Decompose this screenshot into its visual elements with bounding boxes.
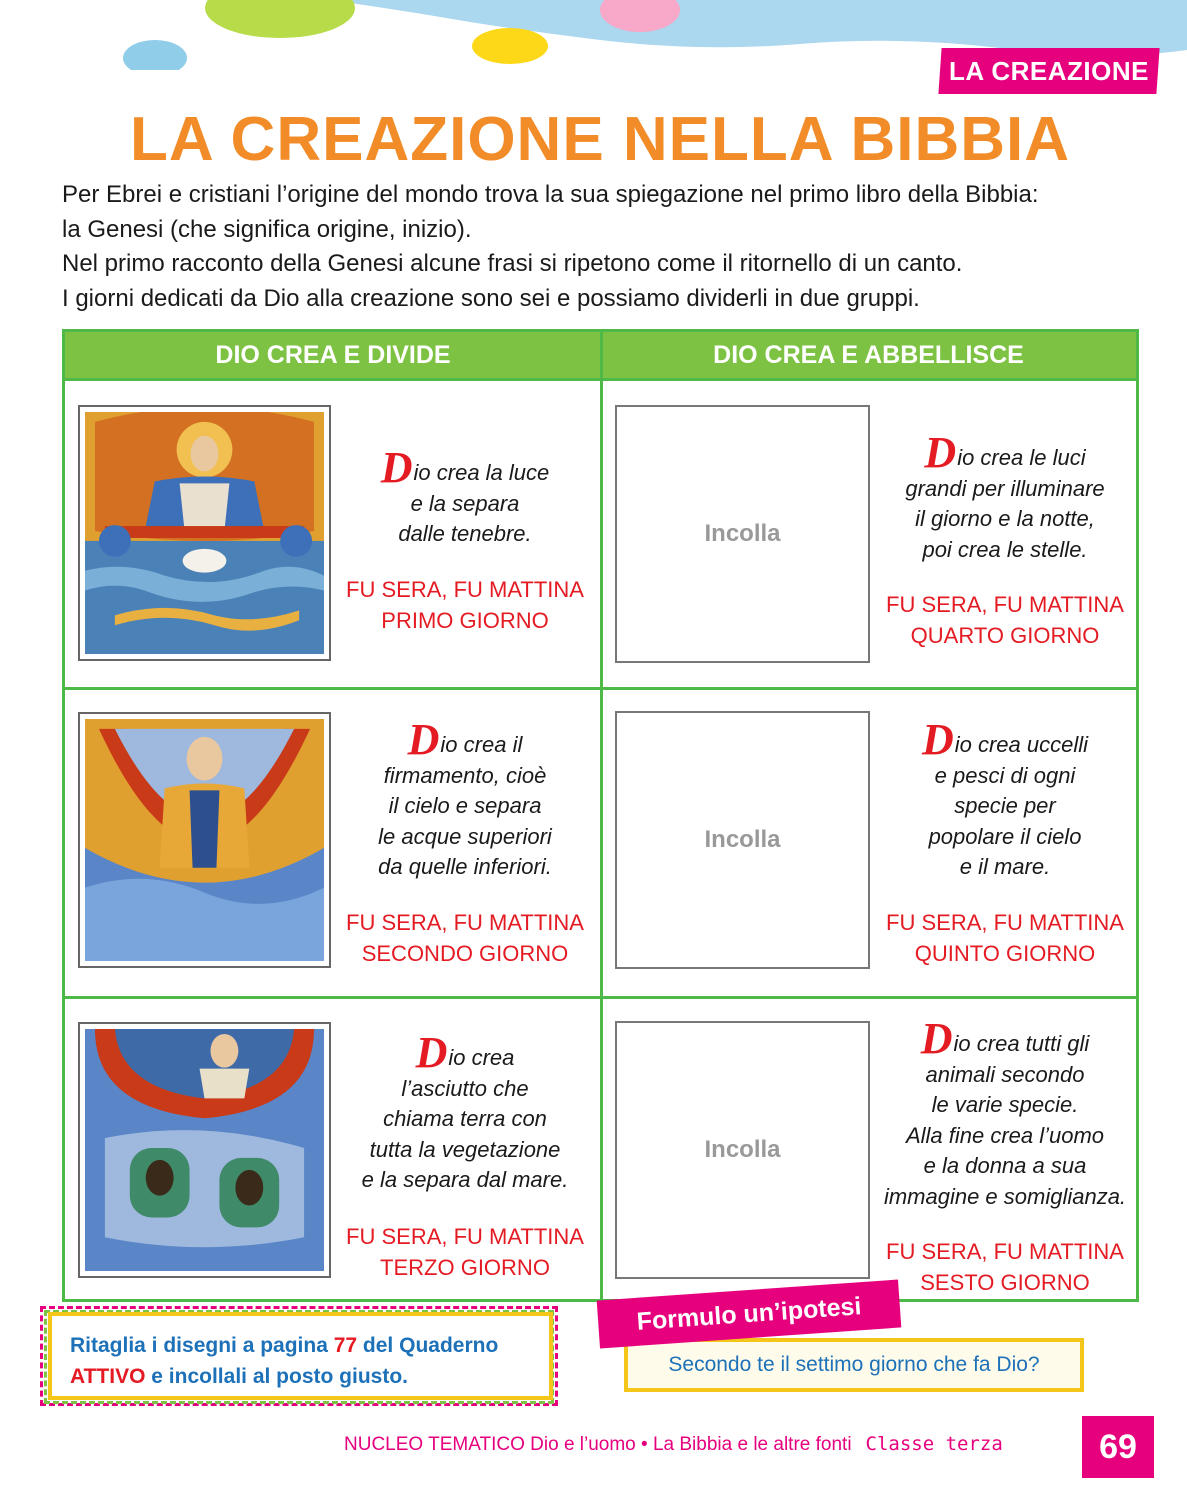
section-tag: LA CREAZIONE — [938, 48, 1159, 94]
column-divider — [600, 332, 603, 1299]
page-title: LA CREAZIONE NELLA BIBBIA — [129, 105, 1071, 174]
refrain-day-4 — [875, 590, 1135, 651]
day-4-text — [880, 428, 1130, 565]
day-label: QUARTO GIORNO — [910, 622, 1100, 648]
day-3-text — [350, 1028, 580, 1196]
task-text: del Quaderno — [357, 1334, 499, 1357]
illustration-day-2 — [78, 712, 331, 968]
task-highlight: ATTIVO — [70, 1365, 146, 1388]
text-line: dalle tenebre. — [398, 521, 532, 546]
task-page-number: 77 — [333, 1334, 358, 1357]
text-line: io crea — [448, 1045, 515, 1070]
day-label: TERZO GIORNO — [380, 1254, 550, 1280]
text-line: e la donna a sua — [923, 1153, 1087, 1178]
creation-table — [62, 329, 1139, 1302]
text-line: chiama terra con — [383, 1106, 547, 1131]
text-line: l’asciutto che — [401, 1075, 529, 1101]
text-line: e pesci di ogni — [934, 762, 1076, 788]
refrain-text: FU SERA, FU MATTINA — [886, 910, 1124, 935]
intro-line: Nel primo racconto della Genesi alcune frasi si ripetono come il ritornello di un canto. — [62, 250, 963, 277]
text-line: il cielo e separa — [388, 793, 542, 818]
task-text: Ritaglia i disegni a pagina — [70, 1334, 334, 1357]
text-line: io crea tutti gli — [953, 1031, 1090, 1056]
drop-cap: D — [921, 715, 954, 764]
text-line: io crea la luce — [413, 460, 550, 485]
text-line: io crea le luci — [957, 445, 1086, 470]
intro-line: I giorni dedicati da Dio alla creazione sono sei e possiamo dividerli in due gruppi. — [62, 284, 920, 312]
refrain-day-1 — [335, 575, 595, 636]
refrain-text: FU SERA, FU MATTINA — [346, 577, 584, 602]
text-line: popolare il cielo — [928, 823, 1082, 849]
text-line: poi crea le stelle. — [922, 536, 1088, 562]
text-line: e la separa — [410, 490, 520, 516]
column-header-divide: DIO CREA E DIVIDE — [65, 332, 601, 378]
illustration-day-3 — [78, 1022, 331, 1278]
day-5-text — [880, 715, 1130, 883]
text-line: grandi per illuminare — [905, 475, 1105, 501]
day-1-text — [350, 443, 580, 550]
day-label: SECONDO GIORNO — [361, 940, 569, 966]
text-line: Alla fine crea l’uomo — [905, 1122, 1105, 1148]
text-line: e il mare. — [959, 854, 1051, 879]
day-label: QUINTO GIORNO — [914, 940, 1096, 966]
refrain-day-2 — [335, 908, 595, 969]
drop-cap: D — [380, 443, 413, 492]
task-text: e incollali al posto giusto. — [145, 1365, 408, 1388]
footer — [344, 1433, 1003, 1456]
footer-class: Classe terza — [865, 1433, 1003, 1455]
text-line: le varie specie. — [931, 1092, 1079, 1117]
refrain-text: FU SERA, FU MATTINA — [346, 1224, 584, 1249]
text-line: il giorno e la notte, — [915, 506, 1095, 531]
drop-cap: D — [924, 428, 957, 477]
refrain-day-5 — [875, 908, 1135, 969]
day-label: SESTO GIORNO — [920, 1269, 1090, 1295]
page-number: 69 — [1082, 1416, 1154, 1478]
drop-cap: D — [920, 1014, 953, 1063]
text-line: animali secondo — [925, 1061, 1085, 1087]
day-2-text — [350, 715, 580, 883]
text-line: firmamento, cioè — [383, 762, 547, 788]
day-label: PRIMO GIORNO — [381, 607, 549, 633]
footer-text: NUCLEO TEMATICO Dio e l’uomo • La Bibbia e le altre fonti — [344, 1434, 852, 1455]
paste-box-day-4[interactable]: Incolla — [615, 405, 870, 663]
refrain-text: FU SERA, FU MATTINA — [886, 1239, 1124, 1264]
row-divider — [65, 687, 1136, 690]
text-line: specie per — [954, 793, 1056, 818]
intro-line: Per Ebrei e cristiani l’origine del mondo trova la sua spiegazione nel primo libro della Bibbia: — [62, 181, 1039, 208]
intro-line: la Genesi (che significa origine, inizio). — [62, 215, 472, 243]
refrain-text: FU SERA, FU MATTINA — [886, 592, 1124, 617]
text-line: da quelle inferiori. — [378, 854, 552, 879]
hypothesis-question: Secondo te il settimo giorno che fa Dio? — [624, 1338, 1084, 1392]
intro-text — [62, 178, 1162, 316]
drop-cap: D — [407, 715, 440, 764]
paste-box-day-5[interactable]: Incolla — [615, 711, 870, 969]
refrain-day-3 — [335, 1222, 595, 1283]
text-line: io crea il — [440, 732, 523, 757]
day-6-text — [875, 1014, 1135, 1212]
refrain-text: FU SERA, FU MATTINA — [346, 910, 584, 935]
text-line: immagine e somiglianza. — [883, 1183, 1127, 1209]
hypothesis-label: Formulo un’ipotesi — [597, 1280, 902, 1349]
illustration-day-1 — [78, 405, 331, 661]
paste-box-day-6[interactable]: Incolla — [615, 1021, 870, 1279]
task-instruction — [48, 1312, 553, 1400]
text-line: tutta la vegetazione — [369, 1136, 561, 1162]
text-line: le acque superiori — [378, 823, 552, 849]
row-divider — [65, 996, 1136, 999]
text-line: io crea uccelli — [954, 732, 1089, 757]
column-header-embellish: DIO CREA E ABBELLISCE — [601, 332, 1136, 378]
drop-cap: D — [415, 1028, 448, 1077]
text-line: e la separa dal mare. — [361, 1167, 569, 1192]
refrain-day-6 — [875, 1237, 1135, 1298]
row-divider — [65, 378, 1136, 381]
